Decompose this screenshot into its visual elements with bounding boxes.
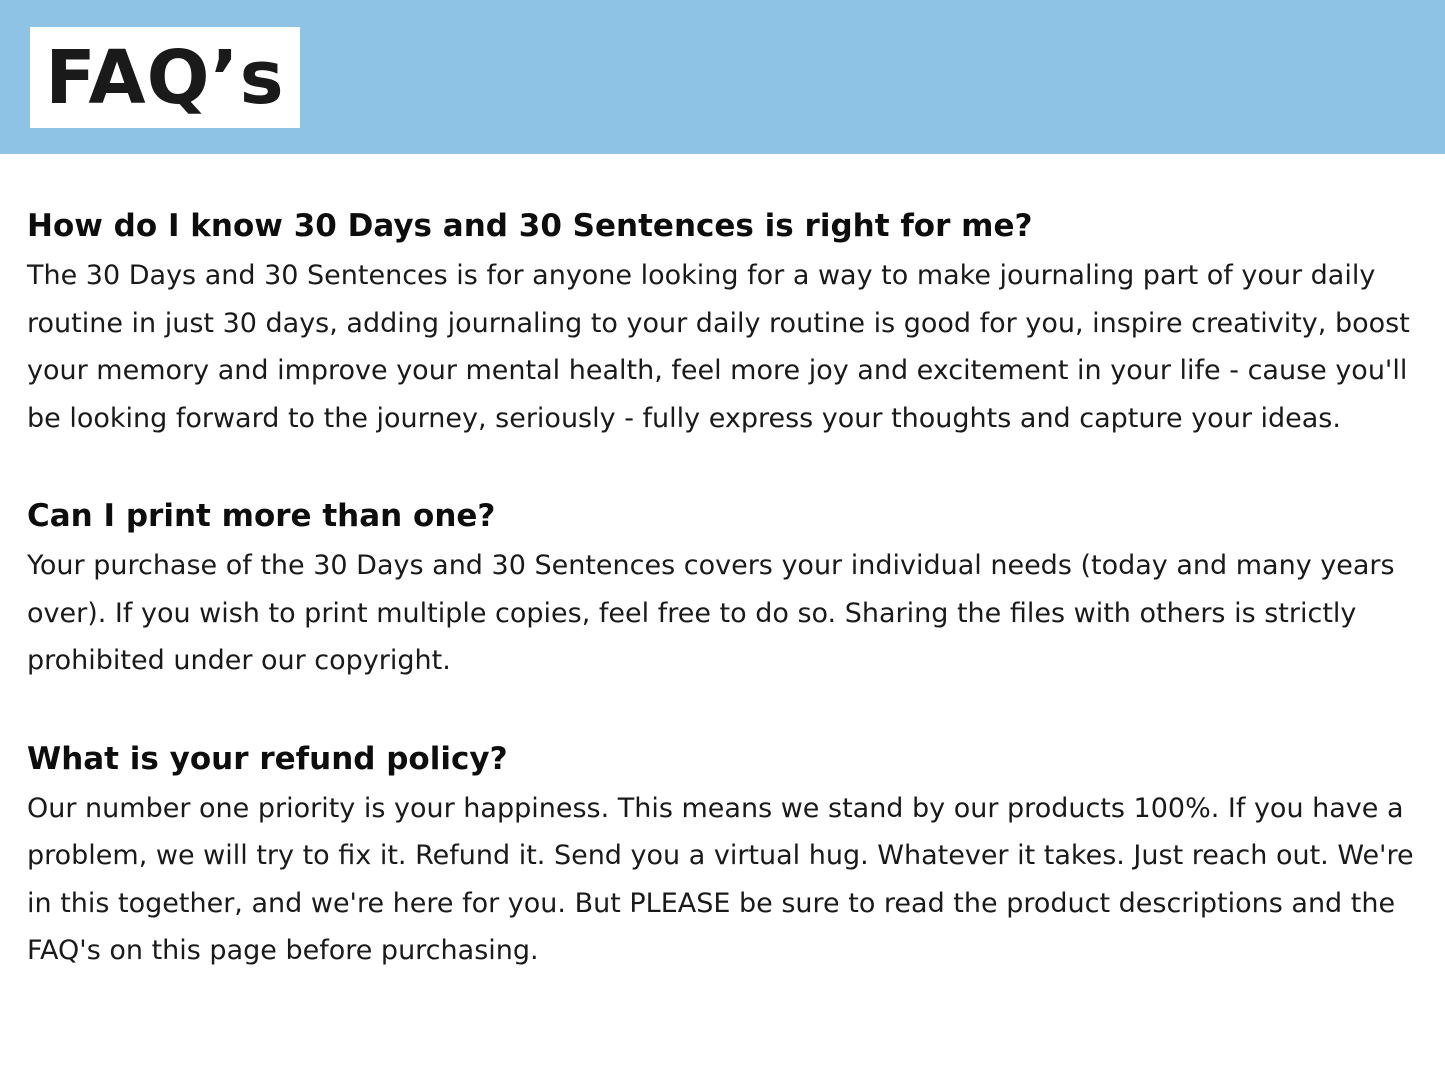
page-title: FAQ’s [45, 34, 285, 121]
faq-answer: Your purchase of the 30 Days and 30 Sentences covers your individual needs (today and many years over). If you wish to print multiple copies, feel free to do so. Sharing the files with others is strictly prohibited under our copyright. [27, 550, 1395, 676]
faq-item-refund [27, 733, 1422, 975]
faq-question: How do I know 30 Days and 30 Sentences is right for me? [27, 208, 1033, 244]
faq-answer: The 30 Days and 30 Sentences is for anyone looking for a way to make journaling part of your daily routine in just 30 days, adding journaling to your daily routine is good for you, inspire creativity, boost your memory and improve your mental health, feel more joy and excitement in your life - cause you'll be looking forward to the journey, seriously - fully express your thoughts and capture your ideas. [27, 260, 1410, 434]
faq-item-print [27, 490, 1422, 685]
faq-question: Can I print more than one? [27, 498, 496, 534]
faq-list [27, 200, 1422, 975]
faq-question: What is your refund policy? [27, 740, 508, 777]
faq-item-fit [27, 200, 1422, 442]
header-band [0, 0, 1445, 154]
faq-answer: Our number one priority is your happiness. This means we stand by our products 100%. If you have a problem, we will try to fix it. Refund it. Send you a virtual hug. Whatever it takes. Just reach out. We're in this together, and we're here for you. But PLEASE be sure to read the product descriptions and the FAQ's on this page before purchasing. [27, 792, 1414, 966]
title-box [30, 27, 300, 128]
